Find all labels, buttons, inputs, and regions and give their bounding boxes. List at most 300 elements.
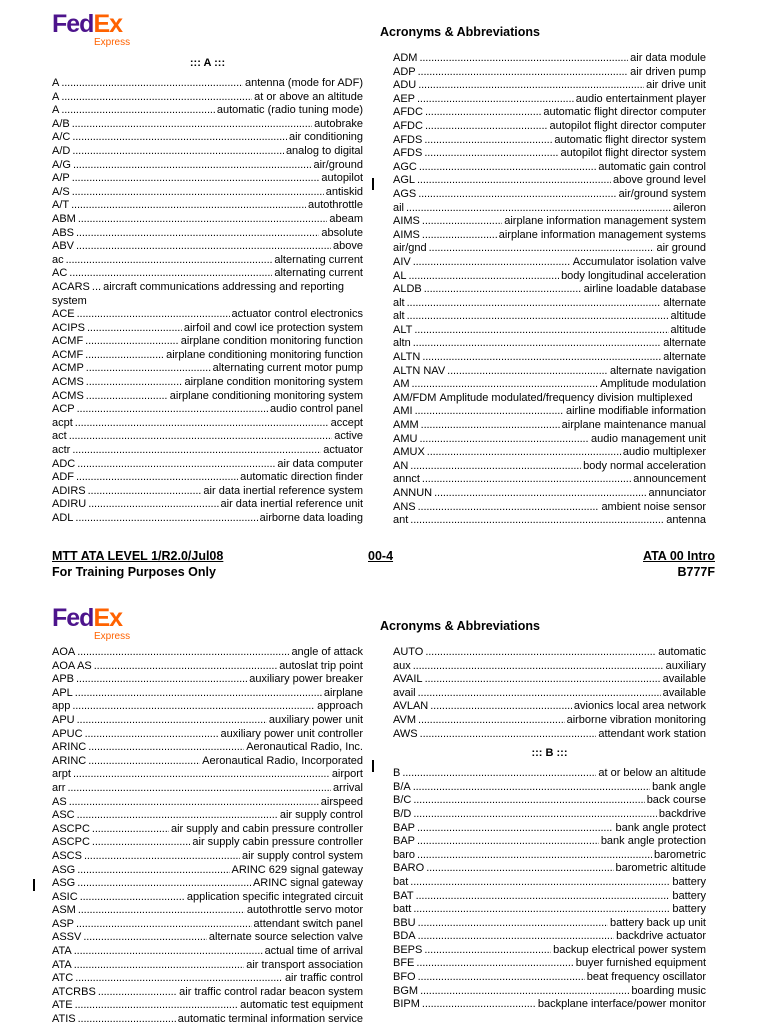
acronym-entry [52,417,363,431]
acronym-term: ASM [52,904,76,917]
acronym-entry [52,267,363,281]
acronym-entry [52,485,363,499]
acronym-entry [393,174,706,188]
acronym-definition: at or below an altitude [598,767,706,780]
acronym-term: AGL [393,174,416,187]
acronym-definition: alternating current [274,267,363,280]
acronym-entry [52,999,363,1013]
acronym-definition: airport [331,768,363,781]
acronym-entry [393,781,706,795]
acronym-definition: air supply and cabin pressure controller [171,822,363,835]
acronym-entry [52,986,363,1000]
acronym-entry [52,864,363,878]
acronym-entry [52,91,363,105]
acronym-entry [52,823,363,837]
acronym-definition: alternating current [274,253,363,266]
acronym-definition: airborne vibration monitoring [566,713,706,726]
acronym-entry [52,959,363,973]
acronym-term: AS [52,795,67,808]
dot-leader [88,755,200,769]
acronym-term: BFO [393,971,416,984]
acronym-definition: analog to digital [285,144,363,157]
acronym-definition: ambient noise sensor [601,500,706,513]
acronym-term: BAP [393,835,416,848]
dot-leader [78,213,328,227]
acronym-definition: air transport association [246,958,363,971]
acronym-term: AN [393,459,409,472]
acronym-entry [52,877,363,891]
acronym-entry [393,930,706,944]
dot-leader [408,270,559,284]
dot-leader [413,337,661,351]
footer-left [52,548,223,580]
acronym-term: AGS [393,187,417,200]
dot-leader [77,877,251,891]
text-cursor-icon [372,760,374,772]
acronym-term: ARINC [52,741,87,754]
dot-leader [75,512,257,526]
acronym-entry [52,159,363,173]
acronym-definition: alternate [663,337,706,350]
acronym-entry [393,944,706,958]
acronym-term: ATC [52,972,74,985]
acronym-entry [393,202,706,216]
dot-leader [425,673,661,687]
dot-leader [418,66,629,80]
dot-leader [429,242,655,256]
acronym-definition: barometric [654,848,706,861]
acronym-definition: antiskid [325,185,363,198]
acronym-definition: abeam [329,212,363,225]
acronym-entry [52,945,363,959]
acronym-definition: airplane information management system [504,215,706,228]
section-heading: ::: A ::: [189,57,226,70]
acronym-term: ALT [393,323,413,336]
acronym-definition: avionics local area network [573,700,706,713]
acronym-list-right [393,646,706,1012]
dot-leader [78,1013,176,1027]
dot-leader [418,917,608,931]
dot-leader [86,390,168,404]
acronym-term: AIV [393,255,411,268]
acronym-entry [393,808,706,822]
acronym-term: ATIS [52,1013,76,1026]
dot-leader [75,687,322,701]
acronym-term: ACMF [52,335,84,348]
page-title: Acronyms & Abbreviations [380,25,540,39]
acronym-entry [393,147,706,161]
acronym-entry [393,890,706,904]
acronym-term: ASG [52,863,76,876]
dot-leader [413,781,650,795]
acronym-entry [52,213,363,227]
acronym-term: ASCS [52,849,82,862]
acronym-term: ALTN NAV [393,364,446,377]
acronym-definition: Aeronautical Radio, Inc. [246,741,363,754]
dot-leader [417,835,599,849]
dot-leader [76,918,252,932]
dot-leader [85,349,164,363]
acronym-list-right [393,52,706,528]
acronym-definition: autothrottle servo motor [246,904,363,917]
acronym-entry [393,700,706,714]
acronym-definition: attendant switch panel [253,917,363,930]
acronym-definition: boarding music [631,984,706,997]
acronym-term: AOA [52,646,76,658]
dot-leader [418,930,614,944]
acronym-term: B/C [393,794,412,807]
acronym-definition: air supply cabin pressure controller [192,836,363,849]
acronym-term: A/G [52,158,71,171]
dot-leader [418,971,585,985]
acronym-definition: annunciator [648,487,706,499]
acronym-entry [393,52,706,66]
acronym-definition: aircraft communications addressing and reporting system [52,280,344,307]
acronym-entry [52,498,363,512]
acronym-entry [52,186,363,200]
acronym-term: ADU [393,79,417,92]
acronym-term: APUC [52,727,83,740]
acronym-definition: audio control panel [270,403,363,416]
acronym-term: APL [52,686,73,699]
acronym-term: ac [52,253,64,266]
dot-leader [72,131,287,145]
acronym-term: ATCRBS [52,985,96,998]
dot-leader [87,322,182,336]
acronym-entry [393,728,706,742]
acronym-entry [52,349,363,363]
acronym-definition: airplane conditioning monitoring function [166,348,363,361]
dot-leader [420,728,597,742]
dot-leader [447,365,608,379]
acronym-definition: air driven pump [630,65,706,78]
acronym-term: ACARS [52,280,90,293]
acronym-entry [393,460,706,474]
acronym-entry [393,487,706,501]
acronym-definition: automatic terminal information service [177,1013,363,1026]
acronym-term: altn [393,337,411,350]
acronym-term: ACMF [52,348,84,361]
acronym-definition: audio multiplexer [622,446,706,459]
acronym-definition: body longitudinal acceleration [561,269,706,282]
acronym-entry [52,687,363,701]
acronym-term: ASCPC [52,836,90,849]
acronym-term: baro [393,848,416,861]
acronym-definition: approach [317,700,363,713]
dot-leader [69,267,272,281]
acronym-term: AMI [393,405,413,418]
acronym-term: BIPM [393,998,420,1011]
acronym-definition: at or above an altitude [254,90,363,103]
acronym-entry [52,335,363,349]
acronym-entry [52,904,363,918]
acronym-definition: battery back up unit [609,916,706,929]
dot-leader [425,106,541,120]
acronym-definition: altitude [670,323,706,336]
dot-leader [72,145,284,159]
acronym-term: AM [393,378,410,391]
acronym-definition: battery [672,875,706,888]
acronym-entry [52,145,363,159]
dot-leader [425,120,548,134]
acronym-term: ADL [52,512,74,524]
acronym-entry [52,118,363,132]
dot-leader [71,199,306,213]
acronym-definition: autoslat trip point [279,659,363,672]
acronym-entry [52,403,363,417]
acronym-term: ADIRU [52,498,87,511]
dot-leader [424,147,558,161]
acronym-entry [52,660,363,674]
acronym-definition: airplane conditioning monitoring system [169,389,363,402]
dot-leader [74,959,244,973]
document-page-2 [0,594,768,1024]
acronym-term: A/D [52,144,71,157]
acronym-definition: ARINC signal gateway [252,877,363,890]
acronym-definition: beat frequency oscillator [586,971,706,984]
dot-leader [72,444,321,458]
acronym-term: BFE [393,957,415,970]
acronym-definition: bank angle [652,780,706,793]
acronym-entry [393,985,706,999]
dot-leader [77,809,278,823]
footer-right [643,548,715,580]
dot-leader [417,174,611,188]
acronym-entry [393,229,706,243]
acronym-term: ASCPC [52,822,90,835]
acronym-entry [52,1013,363,1027]
acronym-term: B/A [393,780,411,793]
acronym-term: ADIRS [52,484,86,497]
acronym-entry [393,297,706,311]
acronym-entry [393,822,706,836]
dot-leader [426,862,613,876]
acronym-term: AC [52,267,68,280]
acronym-definition: auxiliary power unit controller [220,727,363,740]
acronym-entry [52,972,363,986]
acronym-definition: airplane condition monitoring system [184,376,363,389]
acronym-term: A/S [52,185,70,198]
acronym-term: ASC [52,809,75,822]
dot-leader [419,433,589,447]
dot-leader [72,118,312,132]
acronym-entry [393,215,706,229]
dot-leader [425,646,656,660]
acronym-term: ADF [52,471,74,484]
acronym-term: ail [393,201,405,214]
acronym-term: B/D [393,807,412,820]
dot-leader [419,52,628,66]
acronym-term: ASSV [52,931,82,944]
acronym-definition: back course [646,794,706,807]
acronym-term: AVAIL [393,673,423,686]
acronym-entry [393,876,706,890]
dot-leader [72,700,315,714]
dot-leader [410,876,670,890]
acronym-term: ACE [52,308,75,321]
acronym-entry [52,430,363,444]
acronym-definition: battery [672,903,706,916]
acronym-definition: automatic (radio tuning mode) [216,104,363,117]
dot-leader [73,768,330,782]
dot-leader [75,999,239,1013]
acronym-entry [52,646,363,660]
acronym-term: ACMS [52,389,84,402]
acronym-definition: automatic direction finder [240,471,363,484]
acronym-term: batt [393,903,412,916]
acronym-definition: airplane maintenance manual [561,419,706,432]
dot-leader [417,93,574,107]
dot-leader [415,405,564,419]
dot-leader [85,335,179,349]
acronym-term: ARINC [52,754,87,767]
acronym-definition: actuator control electronics [231,308,363,321]
acronym-entry [393,862,706,876]
acronym-term: AFDS [393,147,423,160]
acronym-entry [393,66,706,80]
dot-leader [422,473,631,487]
acronym-entry [393,971,706,985]
acronym-entry [393,93,706,107]
dot-leader [77,714,267,728]
acronym-entry [52,755,363,769]
acronym-definition: barometric altitude [615,862,706,875]
acronym-term: app [52,700,71,713]
dot-leader [418,714,565,728]
acronym-entry [393,433,706,447]
dot-leader [424,283,582,297]
acronym-term: BBU [393,916,416,929]
acronym-definition: absolute [321,226,363,239]
acronym-definition: air traffic control radar beacon system [179,985,363,998]
dot-leader [407,297,662,311]
acronym-term: A/P [52,172,70,185]
acronym-entry [393,79,706,93]
acronym-entry [52,728,363,742]
acronym-term: aux [393,659,411,672]
acronym-definition: air ground [656,242,706,255]
acronym-term: avail [393,686,416,699]
dot-leader [414,324,668,338]
acronym-term: B [393,767,401,780]
footer-page-number: 00-4 [368,549,394,563]
acronym-entry [393,903,706,917]
acronym-term: AOA AS [52,659,92,672]
dot-leader [406,202,671,216]
dot-leader [424,134,552,148]
dot-leader [92,281,101,293]
acronym-term: alt [393,310,405,323]
acronym-entry [52,77,363,91]
acronym-definition: backdrive actuator [616,930,706,943]
dot-leader [76,227,319,241]
dot-leader [410,460,581,474]
dot-leader [430,700,572,714]
acronym-entry [393,957,706,971]
acronym-definition: arrival [333,781,363,794]
acronym-term: AEP [393,92,416,105]
acronym-definition: body normal acceleration [583,459,706,472]
acronym-entry [393,998,706,1012]
acronym-entry [393,714,706,728]
acronym-definition: available [662,686,706,699]
acronym-term: AUTO [393,646,424,658]
acronym-term: air/gnd [393,242,427,255]
dot-leader [416,957,573,971]
acronym-entry [393,161,706,175]
acronym-term: bat [393,875,409,888]
dot-leader [66,254,273,268]
acronym-term: BDA [393,930,416,943]
dot-leader [76,471,238,485]
acronym-definition: application specific integrated circuit [186,890,363,903]
dot-leader [422,998,536,1012]
acronym-entry [393,687,706,701]
acronym-entry [52,673,363,687]
acronym-definition: backplane interface/power monitor [537,998,706,1011]
acronym-list-left [52,51,363,526]
acronym-entry [393,419,706,433]
acronym-definition: autopilot flight director system [560,147,706,160]
page-title: Acronyms & Abbreviations [380,619,540,633]
acronym-term: ABM [52,212,76,225]
acronym-definition: air data inertial reference system [203,484,363,497]
acronym-term: AVM [393,713,417,726]
dot-leader [413,256,571,270]
acronym-term: A/B [52,117,70,130]
acronym-entry [52,741,363,755]
dot-leader [75,417,329,431]
dot-leader [72,172,320,186]
acronym-term: AM/FDM [393,391,437,404]
acronym-definition: Amplitude modulation [600,378,706,391]
acronym-entry [393,270,706,284]
dot-leader [92,836,191,850]
acronym-entry [393,392,706,406]
acronym-entry [52,362,363,376]
acronym-term: AIMS [393,228,420,241]
acronym-term: annct [393,473,420,486]
acronym-entry [52,471,363,485]
dot-leader [92,823,169,837]
acronym-definition: Amplitude modulated/frequency division multiplexed [439,391,693,404]
acronym-definition: battery [672,889,706,902]
dot-leader [424,944,551,958]
acronym-entry [52,891,363,905]
acronym-entry [52,782,363,796]
acronym-term: APB [52,673,75,686]
acronym-term: ALDB [393,283,422,296]
acronym-definition: airline modifiable information [565,405,706,418]
acronym-definition: alternate source selection valve [208,931,363,944]
acronym-term: ASIC [52,890,78,903]
acronym-definition: Aeronautical Radio, Incorporated [202,754,363,767]
acronym-term: ANNUN [393,487,433,499]
acronym-entry [52,768,363,782]
acronym-definition: automatic flight director system [554,133,706,146]
acronym-definition: ARINC 629 signal gateway [231,863,363,876]
acronym-entry [52,714,363,728]
acronym-term: BGM [393,984,419,997]
acronym-entry [52,172,363,186]
dot-leader [86,376,183,390]
fedex-express-logo: FedEx Express [52,604,131,642]
dot-leader [407,310,669,324]
acronym-entry [52,322,363,336]
acronym-definition: above [333,240,363,253]
dot-leader [422,215,502,229]
acronym-term: APU [52,713,75,726]
